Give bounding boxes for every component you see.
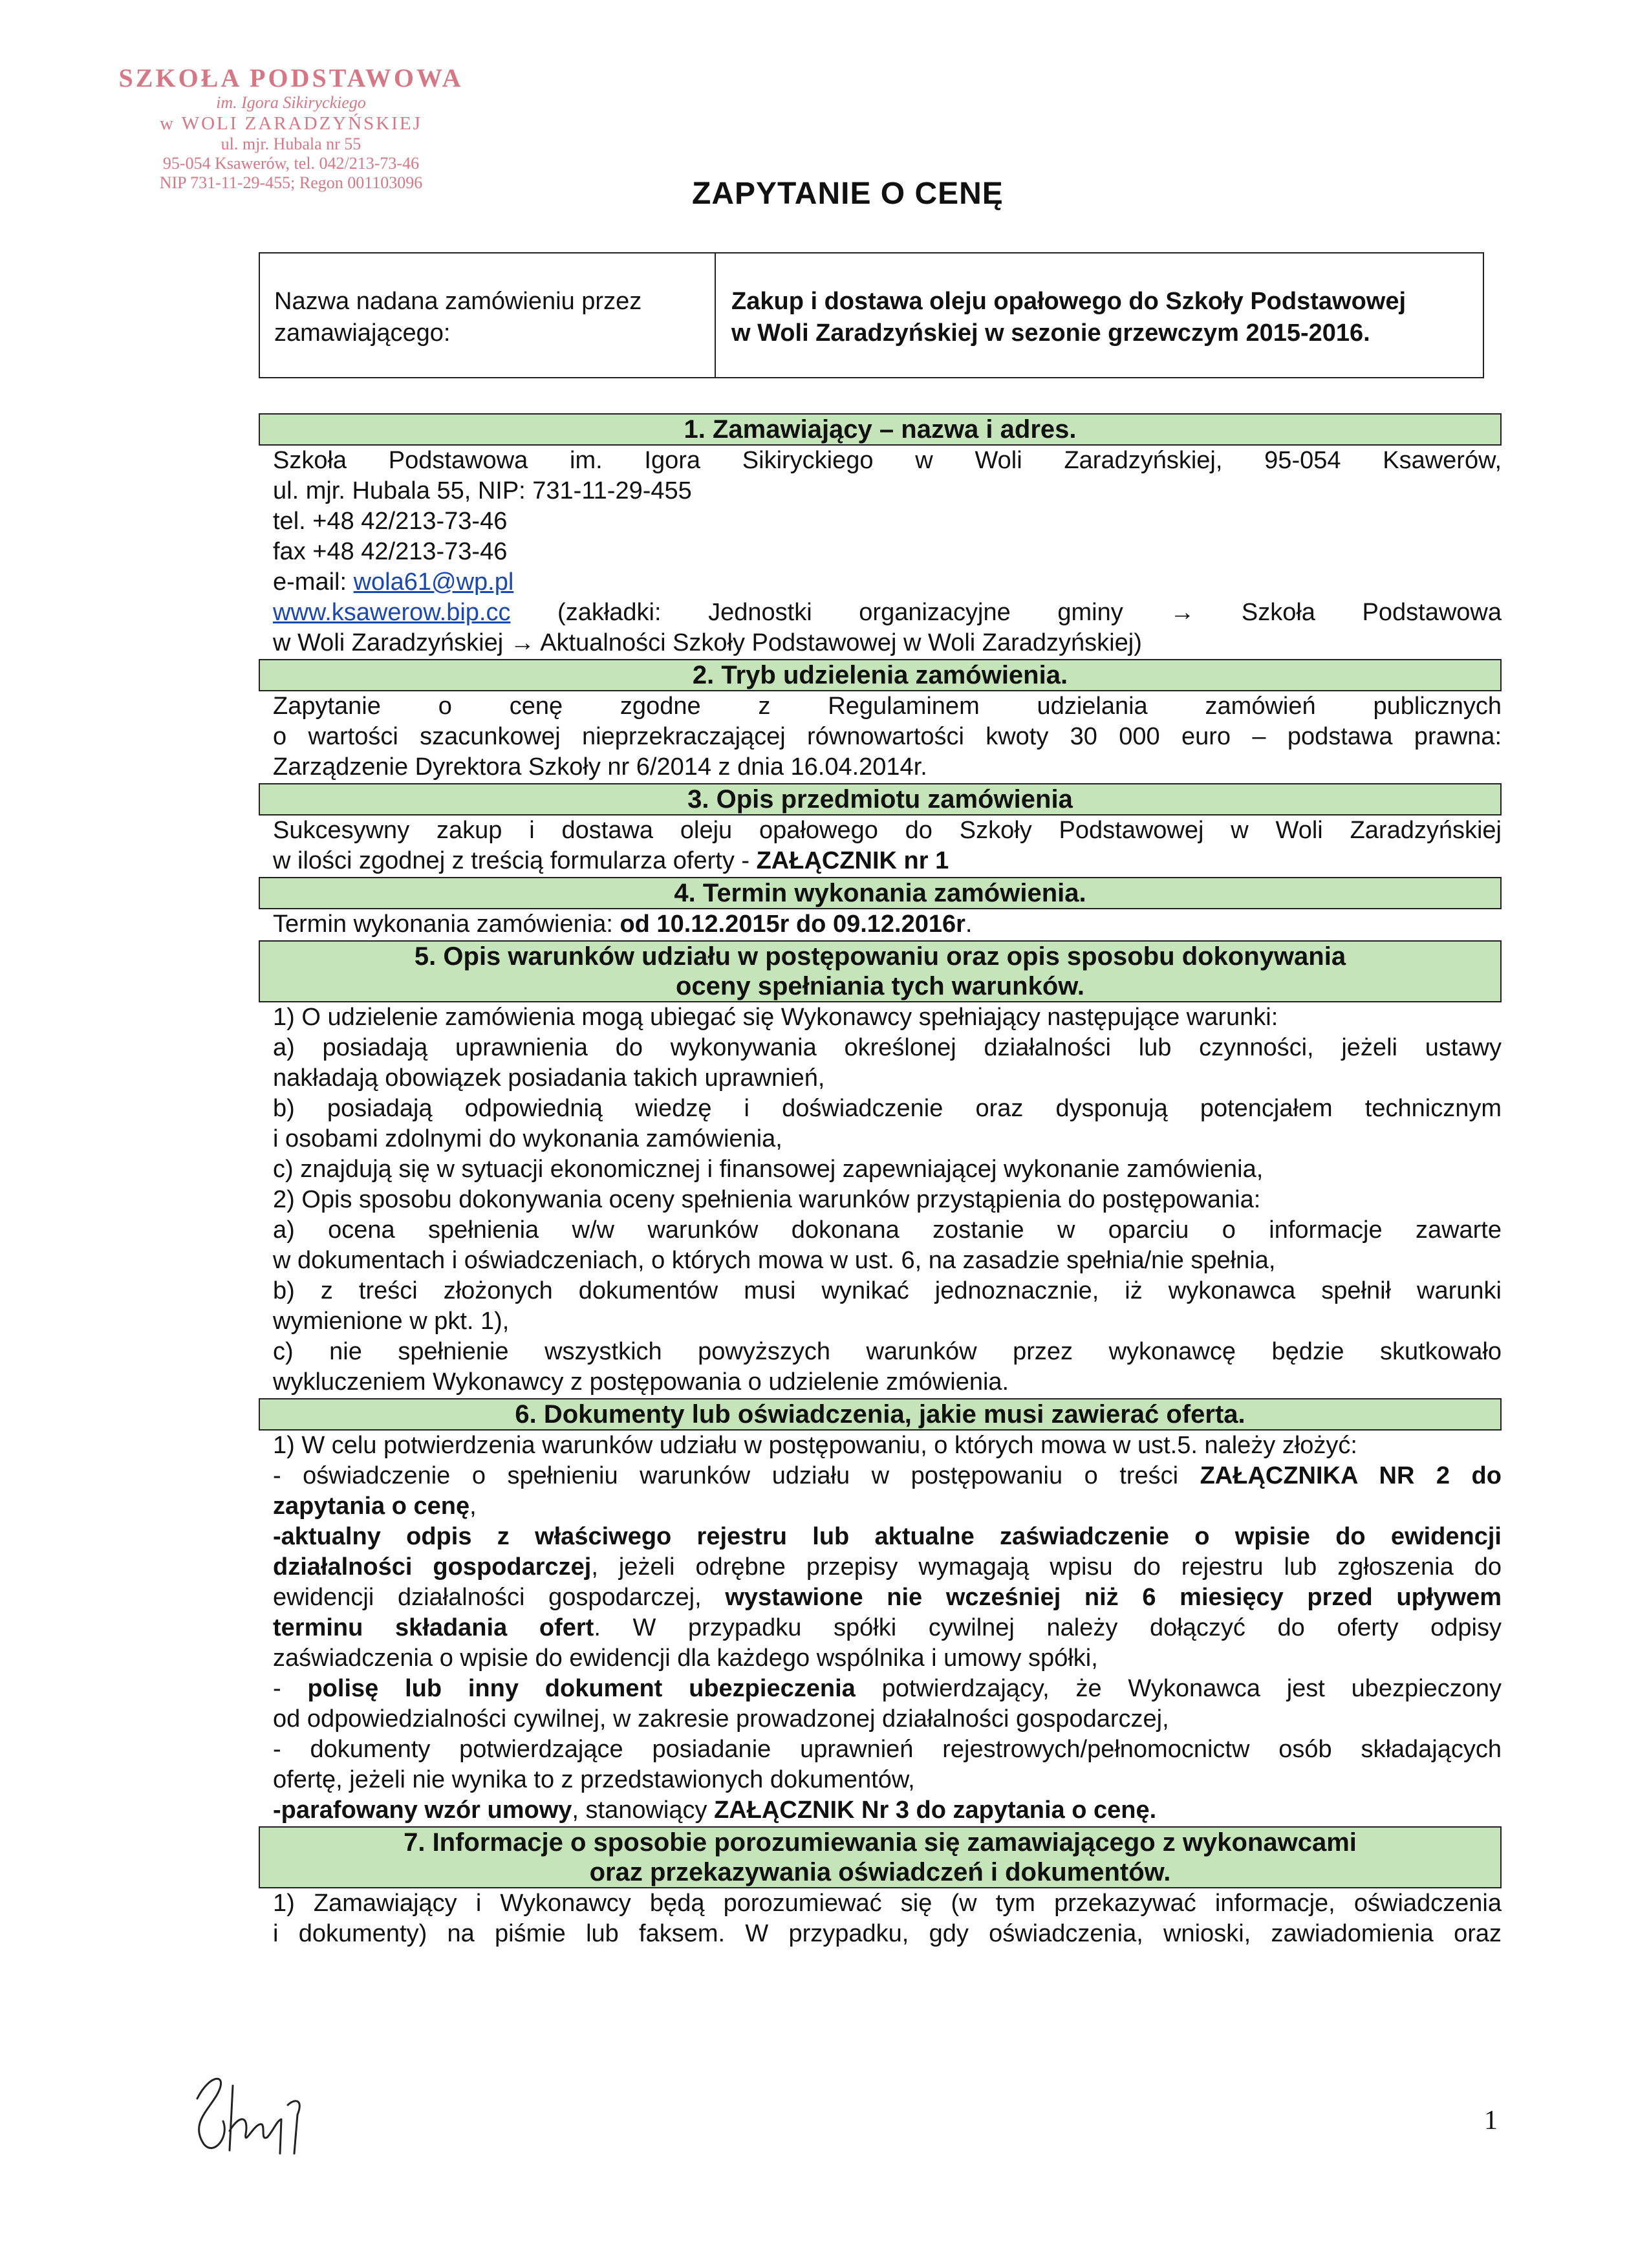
text-line: ofertę, jeżeli nie wynika to z przedstawionych dokumentów,	[273, 1766, 915, 1793]
section-6-body	[259, 1431, 1502, 1826]
section-heading-4: 4. Termin wykonania zamówienia.	[259, 877, 1502, 909]
text-line	[273, 1491, 1502, 1522]
text-span-bold: polisę lub inny dokument ubezpieczenia	[307, 1675, 856, 1702]
stamp-line: im. Igora Sikiryckiego	[216, 93, 366, 113]
section-heading-7	[259, 1826, 1502, 1888]
section-heading-6: 6. Dokumenty lub oświadczenia, jakie musi zawierać oferta.	[259, 1398, 1502, 1431]
heading-line: oraz przekazywania oświadczeń i dokumentów.	[589, 1858, 1171, 1886]
website-line	[273, 598, 1502, 628]
text-line: Zapytanie o cenę zgodne z Regulaminem udzielania zamówień publicznych	[273, 693, 1502, 720]
text-line: 1) O udzielenie zamówienia mogą ubiegać się Wykonawcy spełniający następujące warunki:	[273, 1004, 1278, 1031]
section-1-body	[259, 446, 1502, 658]
text-span-bold: ZAŁĄCZNIK Nr 3 do zapytania o cenę.	[714, 1797, 1157, 1824]
text-span-bold: terminu składania ofert	[273, 1614, 594, 1641]
document-body	[259, 413, 1502, 1949]
school-stamp	[39, 63, 543, 193]
text-line-bold: -aktualny odpis z właściwego rejestru lub aktualne zaświadczenie o wpisie do ewidencji	[273, 1523, 1502, 1550]
section-3-body	[259, 815, 1502, 876]
text-line	[273, 1582, 1502, 1613]
heading-line: 5. Opis warunków udziału w postępowaniu oraz opis sposobu dokonywania	[414, 942, 1346, 971]
email-label: e-mail:	[273, 568, 354, 596]
text-span-bold: wystawione nie wcześniej niż 6 miesięcy przed upływem	[725, 1584, 1502, 1611]
text-line: zaświadczenia o wpisie do ewidencji dla każdego wspólnika i umowy spółki,	[273, 1645, 1098, 1672]
text-line: w dokumentach i oświadczeniach, o których mowa w ust. 6, na zasadzie spełnia/nie spełnia,	[273, 1247, 1276, 1274]
text-span-bold: ZAŁĄCZNIK nr 1	[756, 847, 949, 874]
text-span-bold: zapytania o cenę	[273, 1493, 470, 1520]
text-line	[273, 1795, 1502, 1826]
order-name-value	[716, 254, 1483, 377]
text-line: Szkoła Podstawowa im. Igora Sikiryckiego w Woli Zaradzyńskiej, 95-054 Ksawerów,	[273, 447, 1502, 474]
heading-line: 7. Informacje o sposobie porozumiewania się zamawiającego z wykonawcami	[404, 1828, 1357, 1857]
text-span-bold: ZAŁĄCZNIKA NR 2 do	[1200, 1462, 1502, 1489]
order-name-line: w Woli Zaradzyńskiej w sezonie grzewczym 2015-2016.	[731, 319, 1370, 347]
text-line: i osobami zdolnymi do wykonania zamówienia,	[273, 1125, 782, 1152]
text-line: o wartości szacunkowej nieprzekraczającej równowartości kwoty 30 000 euro – podstawa prawna:	[273, 723, 1502, 750]
text-span: , stanowiący	[572, 1797, 715, 1824]
text-line	[273, 1674, 1502, 1704]
text-line: a) ocena spełnienia w/w warunków dokonana zostanie w oparciu o informacje zawarte	[273, 1216, 1502, 1244]
text-line: 1) W celu potwierdzenia warunków udziału w postępowaniu, o których mowa w ust.5. należy złożyć:	[273, 1432, 1357, 1459]
stamp-line: SZKOŁA PODSTAWOWA	[118, 63, 464, 92]
stamp-line: 95-054 Ksawerów, tel. 042/213-73-46	[162, 154, 420, 173]
text-line: a) posiadają uprawnienia do wykonywania określonej działalności lub czynności, jeżeli ustawy	[273, 1034, 1502, 1061]
text-line: 1) Zamawiający i Wykonawcy będą porozumiewać się (w tym przekazywać informacje, oświadczenia	[273, 1890, 1502, 1917]
section-4-body	[259, 909, 1502, 940]
text-span: .	[965, 911, 973, 938]
stamp-line: NIP 731-11-29-455; Regon 001103096	[159, 173, 423, 193]
text-line: wymienione w pkt. 1),	[273, 1308, 510, 1335]
text-line: ul. mjr. Hubala 55, NIP: 731-11-29-455	[273, 477, 692, 504]
text-line: c) znajdują się w sytuacji ekonomicznej i finansowej zapewniającej wykonanie zamówienia,	[273, 1156, 1264, 1183]
text-span-bold: od 10.12.2015r do 09.12.2016r	[620, 911, 965, 938]
text-line: od odpowiedzialności cywilnej, w zakresie prowadzonej działalności gospodarczej,	[273, 1705, 1169, 1733]
text-span: - oświadczenie o spełnieniu warunków udziału w postępowaniu o treści	[273, 1462, 1200, 1489]
text-line	[273, 1613, 1502, 1643]
section-heading-2: 2. Tryb udzielenia zamówienia.	[259, 659, 1502, 691]
order-name-table	[259, 252, 1484, 378]
section-heading-5	[259, 940, 1502, 1002]
text-span-bold: działalności gospodarczej	[273, 1553, 592, 1581]
email-line	[273, 567, 1502, 598]
text-line: tel. +48 42/213-73-46	[273, 508, 508, 535]
text-line: Zarządzenie Dyrektora Szkoły nr 6/2014 z dnia 16.04.2014r.	[273, 753, 927, 781]
order-name-label: Nazwa nadana zamówieniu przez zamawiającego:	[260, 254, 716, 377]
text-span: ewidencji działalności gospodarczej,	[273, 1584, 726, 1611]
text-span: , jeżeli odrębne przepisy wymagają wpisu do rejestru lub zgłoszenia do	[591, 1553, 1502, 1581]
text-span-bold: -parafowany wzór umowy	[273, 1797, 572, 1824]
text-line	[273, 909, 1502, 940]
text-span: Termin wykonania zamówienia:	[273, 911, 620, 938]
heading-line: oceny spełniania tych warunków.	[675, 972, 1085, 1000]
text-span: w ilości zgodnej z treścią formularza oferty -	[273, 847, 757, 874]
handwritten-signature	[184, 2060, 314, 2163]
text-span: ,	[469, 1493, 477, 1520]
section-2-body	[259, 691, 1502, 783]
text-line	[273, 846, 1502, 876]
text-line	[273, 1461, 1502, 1491]
document-title: ZAPYTANIE O CENĘ	[692, 177, 1004, 211]
text-line: nakładają obowiązek posiadania takich uprawnień,	[273, 1064, 825, 1092]
section-heading-3: 3. Opis przedmiotu zamówienia	[259, 783, 1502, 815]
section-7-body	[259, 1888, 1502, 1949]
text-line: wykluczeniem Wykonawcy z postępowania o udzielenie zmówienia.	[273, 1368, 1009, 1396]
email-link[interactable]: wola61@wp.pl	[353, 568, 514, 596]
text-span: potwierdzający, że Wykonawca jest ubezpieczony	[855, 1675, 1502, 1702]
section-5-body	[259, 1002, 1502, 1398]
text-span: -	[273, 1675, 308, 1702]
text-line: b) z treści złożonych dokumentów musi wynikać jednoznacznie, iż wykonawca spełnił warunki	[273, 1277, 1502, 1304]
text-line: b) posiadają odpowiednią wiedzę i doświadczenie oraz dysponują potencjałem technicznym	[273, 1095, 1502, 1122]
stamp-line: ul. mjr. Hubala nr 55	[221, 135, 361, 154]
text-span: . W przypadku spółki cywilnej należy dołączyć do oferty odpisy	[594, 1614, 1502, 1641]
text-line	[273, 1552, 1502, 1582]
page-number: 1	[1484, 2106, 1498, 2135]
text-line: w Woli Zaradzyńskiej → Aktualności Szkoły Podstawowej w Woli Zaradzyńskiej)	[273, 629, 1142, 656]
order-name-line: Zakup i dostawa oleju opałowego do Szkoły Podstawowej	[731, 288, 1406, 315]
text-line: - dokumenty potwierdzające posiadanie uprawnień rejestrowych/pełnomocnictw osób składających	[273, 1736, 1502, 1763]
text-line: Sukcesywny zakup i dostawa oleju opałowego do Szkoły Podstawowej w Woli Zaradzyńskiej	[273, 817, 1502, 844]
text-line: fax +48 42/213-73-46	[273, 538, 508, 565]
text-line: c) nie spełnienie wszystkich powyższych warunków przez wykonawcę będzie skutkowało	[273, 1338, 1502, 1365]
section-heading-1: 1. Zamawiający – nazwa i adres.	[259, 413, 1502, 446]
text-span: (zakładki: Jednostki organizacyjne gminy → Szkoła Podstawowa	[510, 599, 1502, 626]
stamp-line: w WOLI ZARADZYŃSKIEJ	[160, 113, 422, 134]
text-line: 2) Opis sposobu dokonywania oceny spełnienia warunków przystąpienia do postępowania:	[273, 1186, 1261, 1213]
website-link[interactable]: www.ksawerow.bip.cc	[273, 599, 511, 626]
text-line: i dokumenty) na piśmie lub faksem. W przypadku, gdy oświadczenia, wnioski, zawiadomienia oraz	[273, 1920, 1502, 1947]
